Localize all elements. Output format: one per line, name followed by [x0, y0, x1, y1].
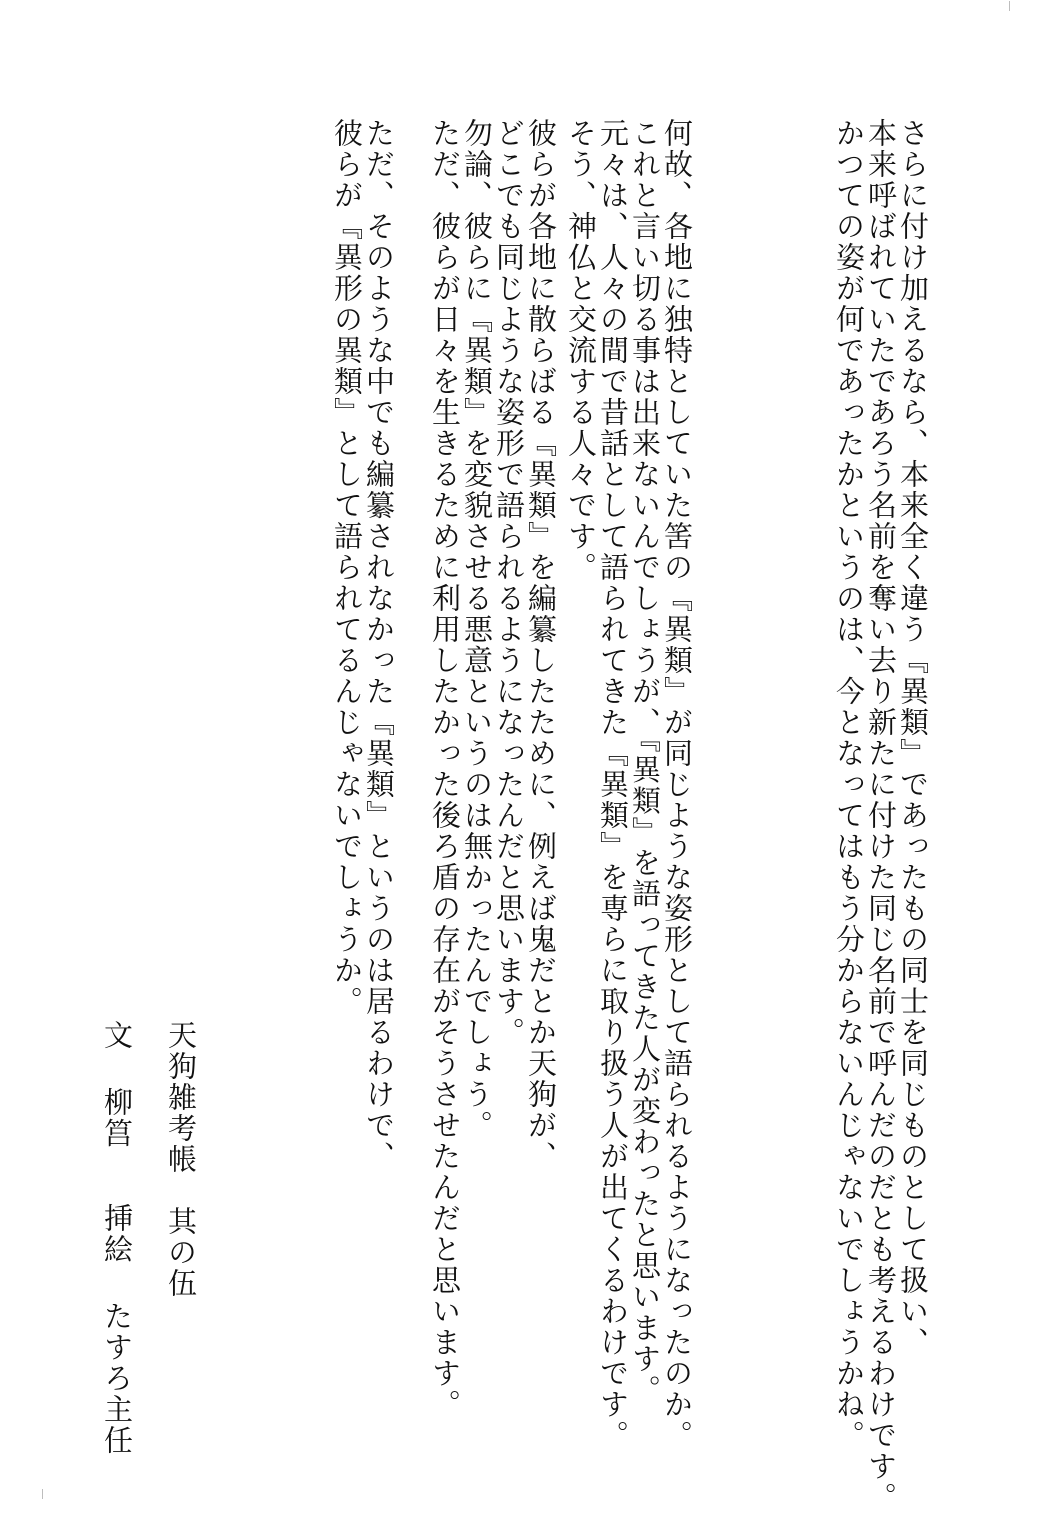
text-line: 勿論、彼らに『異類』を変貌させる悪意というのは無かったんでしょう。	[460, 118, 494, 1141]
series-title: 天狗雑考帳 其の伍	[164, 1020, 198, 1299]
text-line: ただ、彼らが日々を生きるために利用したかった後ろ盾の存在がそうさせたんだと思います。	[428, 118, 462, 1420]
illustrator-credit: 挿絵 たすろ主任	[100, 1203, 134, 1456]
text-line: 彼らが『異形の異類』として語られてるんじゃないでしょうか。	[330, 118, 364, 1017]
crop-mark-bottom	[42, 1489, 43, 1499]
text-line: 彼らが各地に散らばる『異類』を編纂したために、例えば鬼だとか天狗が、	[524, 118, 558, 1172]
text-line: 本来呼ばれていたであろう名前を奪い去り新たに付けた同じ名前で呼んだのだとも考えるわけです。	[864, 118, 898, 1513]
text-line: これと言い切る事は出来ないんでしょうが、『異類』を語ってきた人が変わったと思います。	[628, 118, 662, 1406]
text-line: どこでも同じような姿形で語られるようになったんだと思います。	[492, 118, 526, 1048]
text-line: 何故、各地に独特としていた筈の『異類』が同じような姿形として語られるようになったのか。	[660, 118, 694, 1451]
crop-mark-top	[1009, 1, 1010, 11]
author-credit: 文 柳筥	[100, 1020, 134, 1149]
text-line: ただ、そのような中でも編纂されなかった『異類』というのは居るわけで、	[362, 118, 396, 1172]
text-line: 元々は、人々の間で昔話として語られてきた『異類』を専らに取り扱う人が出てくるわけです。	[596, 118, 630, 1451]
text-line: さらに付け加えるなら、本来全く違う『異類』であったもの同士を同じものとして扱い、	[896, 118, 930, 1358]
text-line: かつての姿が何であったかというのは、今となってはもう分からないんじゃないでしょうかね。	[832, 118, 866, 1451]
text-line: そう、神仏と交流する人々です。	[564, 118, 598, 583]
